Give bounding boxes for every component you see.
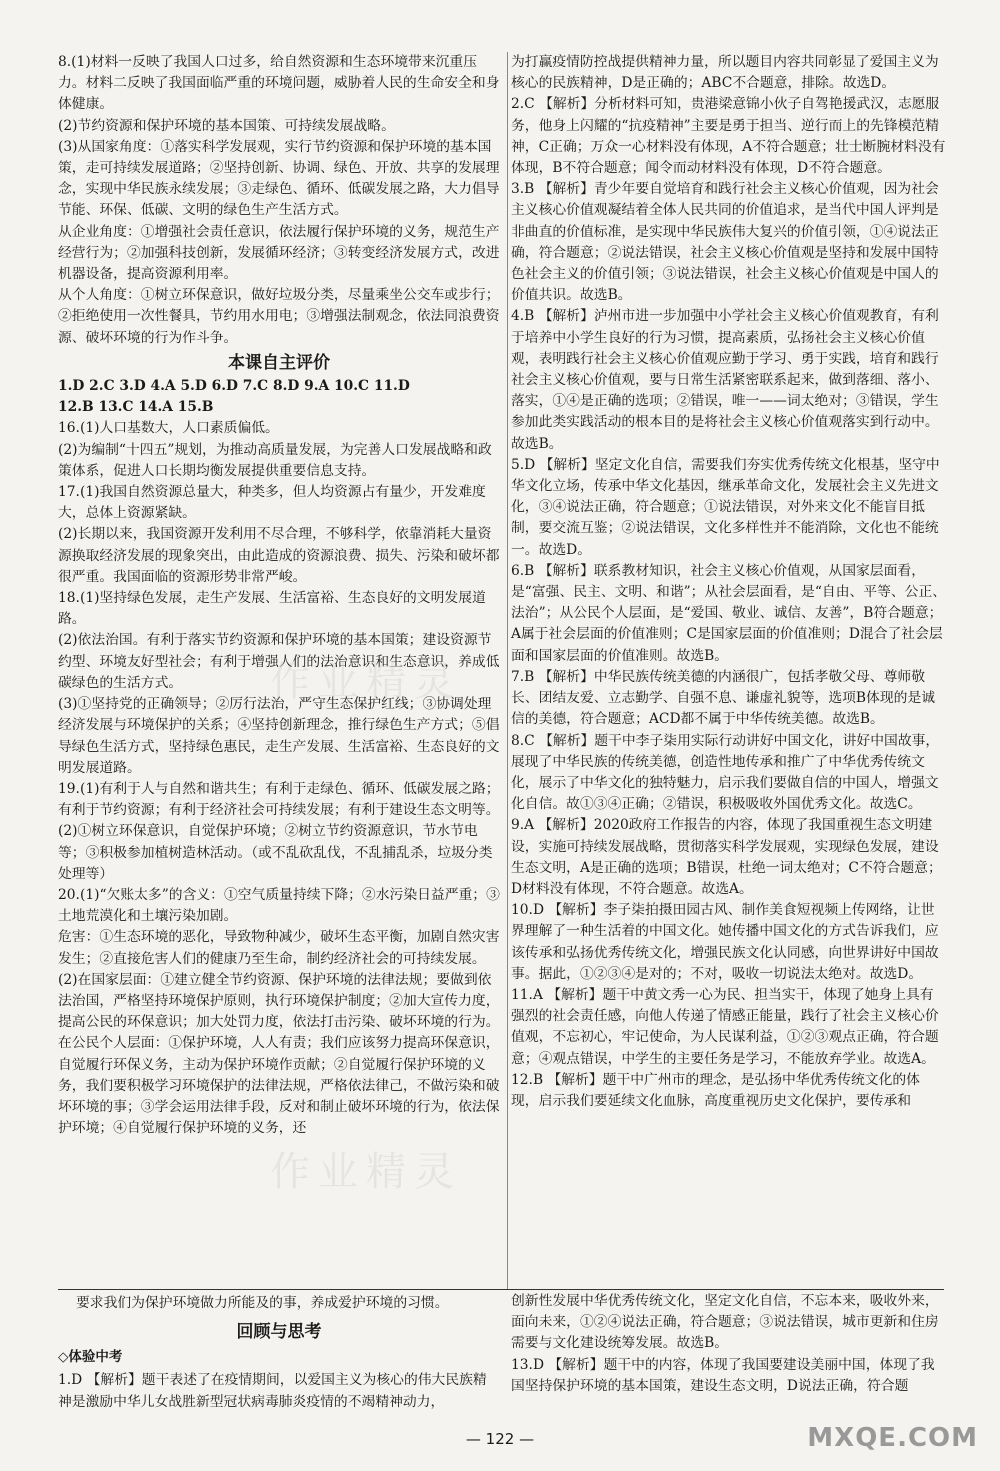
answer-key-line: 12.B 13.C 14.A 15.B — [58, 399, 214, 416]
answer-paragraph: 8.(1)材料一反映了我国人口过多，给自然资源和生态环境带来沉重压力。材料二反映了我国面临严重的环境问题，威胁着人民的生命安全和身体健康。 — [58, 54, 500, 113]
corner-watermark: MXQE.COM — [807, 1423, 978, 1453]
page-number: — 122 — — [465, 1430, 535, 1448]
section-heading-eval: 本课自主评价 — [228, 352, 330, 373]
answer-paragraph: 为打赢疫情防控战提供精神力量，所以题目内容共同彰显了爱国主义为核心的民族精神，D是正确的；ABC不合题意，排除。故选D。 — [511, 54, 939, 92]
answer-paragraph: (3)①坚持党的正确领导；②厉行法治，严守生态保护红线；③协调处理经济发展与环境保护的关系；④坚持创新理念，推行绿色生产方式；⑤倡导绿色生活方式，坚持绿色惠民，走生产发展、生活富裕、生态良好的文明发展道路。 — [58, 696, 500, 776]
answer-paragraph: 在公民个人层面：①保护环境，人人有责；我们应该努力提高环保意识，自觉履行环保义务，主动为保护环境作贡献；②自觉履行保护环境的义务，我们要积极学习环境保护的法律法规，严格依法律己，不做污染和破坏环境的事；③学会运用法律手段，反对和制止破坏环境的行为，依法保护环境；④自觉履行保护环境的义务，还 — [58, 1035, 500, 1137]
left-column — [58, 52, 500, 1139]
left-tail-line: 要求我们为保护环境做力所能及的事，养成爱护环境的习惯。 — [76, 1295, 449, 1311]
answer-paragraph: 16.(1)人口基数大，人口素质偏低。 — [58, 420, 279, 437]
answer-paragraph: 7.B 【解析】中华民族传统美德的内涵很广，包括孝敬父母、尊师敬长、团结友爱、立志勤学、自强不息、谦虚礼貌等，选项B体现的是诚信的美德，符合题意；ACD都不属于中华传统美德。故选B。 — [511, 668, 936, 728]
answer-paragraph: 4.B 【解析】泸州市进一步加强中小学社会主义核心价值观教育，有利于培养中小学生良好的行为习惯，提高素质，弘扬社会主义核心价值观，表明践行社会主义核心价值观应勤于学习、勇于实践，培育和践行社会主义核心价值观，要与日常生活紧密联系起来，做到落细、落小、落实，①④是正确的选项；②错误，唯一——词太绝对；③错误，学生参加此类实践活动的根本目的是将社会主义核心价值观落实到行动中。故选B。 — [511, 308, 939, 452]
answer-paragraph: (2)为编制“十四五”规划，为推动高质量发展，为完善人口发展战略和政策体系，促进人口长期均衡发展提供重要信息支持。 — [58, 441, 492, 479]
answer-paragraph: 10.D 【解析】李子柒拍摄田园古风、制作美食短视频上传网络，让世界理解了一种生活着的中国文化。她传播中国文化的方式告诉我们，应该传承和弘扬优秀传统文化，增强民族文化认同感，向世界讲好中国故事。据此，①②③④是对的；不对，吸收一切说法太绝对。故选D。 — [511, 902, 939, 982]
right-lower-column — [511, 1291, 947, 1397]
exam-subheading: ◇体验中考 — [58, 1349, 123, 1366]
watermark: 作业精灵 — [270, 659, 462, 705]
answer-paragraph: 3.B 【解析】青少年要自觉培育和践行社会主义核心价值观，因为社会主义核心价值观凝结着全体人民共同的价值追求，是当代中国人评判是非曲直的价值标准，是实现中华民族伟大复兴的价值引领，①④说法正确，符合题意；②说法错误，社会主义核心价值观是坚持和发展中国特色社会主义的价值引领；③说法错误，社会主义核心价值观是中国人的价值共识。故选B。 — [511, 181, 939, 304]
answer-paragraph: (2)①树立环保意识，自觉保护环境；②树立节约资源意识，节水节电等；③积极参加植树造林活动。（或不乱砍乱伐，不乱捕乱杀，垃圾分类处理等） — [58, 823, 493, 882]
answer-paragraph: 12.B 【解析】题干中广州市的理念，是弘扬中华优秀传统文化的体现，启示我们要延续文化血脉，高度重视历史文化保护，要传承和 — [511, 1071, 920, 1109]
answer-paragraph: (2)在国家层面：①建立健全节约资源、保护环境的法律法规；要做到依法治国，严格坚持环境保护原则，执行环境保护制度；②加大宣传力度，提高公民的环保意识；加大处罚力度，依法打击污染、破坏环境的行为。 — [58, 971, 500, 1031]
answer-paragraph: 从个人角度：①树立环保意识，做好垃圾分类，尽量乘坐公交车或步行；②拒绝使用一次性餐具，节约用水用电；③增强法制观念，依法同浪费资源、破坏环境的行为作斗争。 — [58, 287, 500, 346]
answer-key-line: 1.D 2.C 3.D 4.A 5.D 6.D 7.C 8.D 9.A 10.C 11.D — [58, 378, 410, 395]
answer-paragraph: 13.D 【解析】题干中的内容，体现了我国要建设美丽中国，体现了我国坚持保护环境的基本国策，建设生态文明，D说法正确，符合题 — [511, 1356, 935, 1394]
answer-paragraph: (3)从国家角度：①落实科学发展观，实行节约资源和保护环境的基本国策，走可持续发展道路；②坚持创新、协调、绿色、开放、共享的发展理念，实现中华民族永续发展；③走绿色、循环、低碳发展之路，大力倡导节能、环保、低碳、文明的绿色生产生活方式。 — [58, 138, 500, 219]
answer-paragraph: 创新性发展中华优秀传统文化，坚定文化自信，不忘本来，吸收外来，面向未来，①②④说法正确，符合题意；③说法错误，城市更新和住房需要与文化建设统筹发展。故选B。 — [511, 1293, 939, 1352]
section-heading-review: 回顾与思考 — [236, 1322, 322, 1342]
answer-paragraph: 2.C 【解析】分析材料可知，贵港梁意锦小伙子自驾艳援武汉，志愿服务，他身上闪耀的“抗疫精神”主要是勇于担当、逆行而上的先锋模范精神，C正确；万众一心材料没有体现，A不符合题意；壮士断腕材料没有体现，B不符合题意；闻令而动材料没有体现，D不符合题意。 — [511, 96, 946, 177]
answer-paragraph: 9.A 【解析】2020政府工作报告的内容，体现了我国重视生态文明建设，实施可持续发展战略，贯彻落实科学发展观，实现绿色发展，建设生态文明，A是正确的选项；B错误，杜绝一词太绝对；C不符合题意；D材料没有体现，不符合题意。故选A。 — [511, 817, 942, 897]
answer-paragraph: 11.A 【解析】题干中黄文秀一心为民、担当实干，体现了她身上具有强烈的社会责任感，向他人传递了情感正能量，践行了社会主义核心价值观，不忘初心，牢记使命，为人民谋利益，①②③观点正确，符合题意；④观点错误，中学生的主要任务是学习，不能放弃学业。故选A。 — [511, 986, 939, 1067]
answer-paragraph: 1.D 【解析】题干表述了在疫情期间，以爱国主义为核心的伟大民族精神是激励中华儿女战胜新型冠状病毒肺炎疫情的不竭精神动力， — [58, 1372, 487, 1410]
answer-paragraph: 危害：①生态环境的恶化，导致物种减少，破坏生态平衡，加剧自然灾害发生；②直接危害人们的健康乃至生命，制约经济社会的可持续发展。 — [58, 929, 500, 967]
answer-paragraph: (2)长期以来，我国资源开发利用不尽合理，不够科学，依靠消耗大量资源换取经济发展的现象突出，由此造成的资源浪费、损失、污染和破坏都很严重。我国面临的资源形势非常严峻。 — [58, 526, 500, 585]
review-section — [58, 1318, 500, 1413]
answer-paragraph: (2)节约资源和保护环境的基本国策、可持续发展战略。 — [58, 117, 395, 134]
answer-paragraph: (2)依法治国。有利于落实节约资源和保护环境的基本国策；建设资源节约型、环境友好型社会；有利于增强人们的法治意识和生态意识，养成低碳绿色的生活方式。 — [58, 632, 500, 691]
answer-paragraph: 6.B 【解析】联系教材知识，社会主义核心价值观，从国家层面看，是“富强、民主、文明、和谐”；从社会层面看，是“自由、平等、公正、法治”；从公民个人层面，是“爱国、敬业、诚信、友善”，B符合题意；A属于社会层面的价值准则；C是国家层面的价值准则；D混合了社会层面和国家层面的价值准则。故选B。 — [511, 562, 947, 664]
watermark: 作业精灵 — [270, 1149, 462, 1195]
answer-paragraph: 8.C 【解析】题干中李子柒用实际行动讲好中国文化，讲好中国故事，展现了中华民族的传统美德，创造性地传承和推广了中华优秀传统文化，展示了中华文化的独特魅力，启示我们要做自信的中国人，增强文化自信。故①③④正确；②错误，积极吸收外国优秀文化。故选C。 — [511, 732, 940, 813]
section-divider — [58, 1289, 944, 1290]
answer-paragraph: 20.(1)“欠账太多”的含义：①空气质量持续下降；②水污染日益严重；③土地荒漠化和土壤污染加剧。 — [58, 886, 500, 925]
right-column — [511, 52, 947, 1112]
answer-paragraph: 18.(1)坚持绿色发展，走生产发展、生活富裕、生态良好的文明发展道路。 — [58, 590, 486, 628]
answer-paragraph: 19.(1)有利于人与自然和谐共生；有利于走绿色、循环、低碳发展之路；有利于节约资源；有利于经济社会可持续发展；有利于建设生态文明等。 — [58, 780, 500, 819]
answer-paragraph: 5.D 【解析】坚定文化自信，需要我们夯实优秀传统文化根基，坚守中华文化立场，传承中华文化基因，继承革命文化，发展社会主义先进文化，③④说法正确，符合题意；①说法错误，对外来文化不能盲目抵制，要交流互鉴；②说法错误，文化多样性并不能消除，文化也不能统一。故选D。 — [511, 456, 940, 558]
answer-paragraph: 从企业角度：①增强社会责任意识，依法履行保护环境的义务，规范生产经营行为；②加强科技创新，发展循环经济；③转变经济发展方式，改进机器设备，提高资源利用率。 — [58, 223, 500, 283]
column-divider — [507, 52, 508, 1289]
answer-paragraph: 17.(1)我国自然资源总量大，种类多，但人均资源占有量少，开发难度大，总体上资源紧缺。 — [58, 484, 486, 522]
